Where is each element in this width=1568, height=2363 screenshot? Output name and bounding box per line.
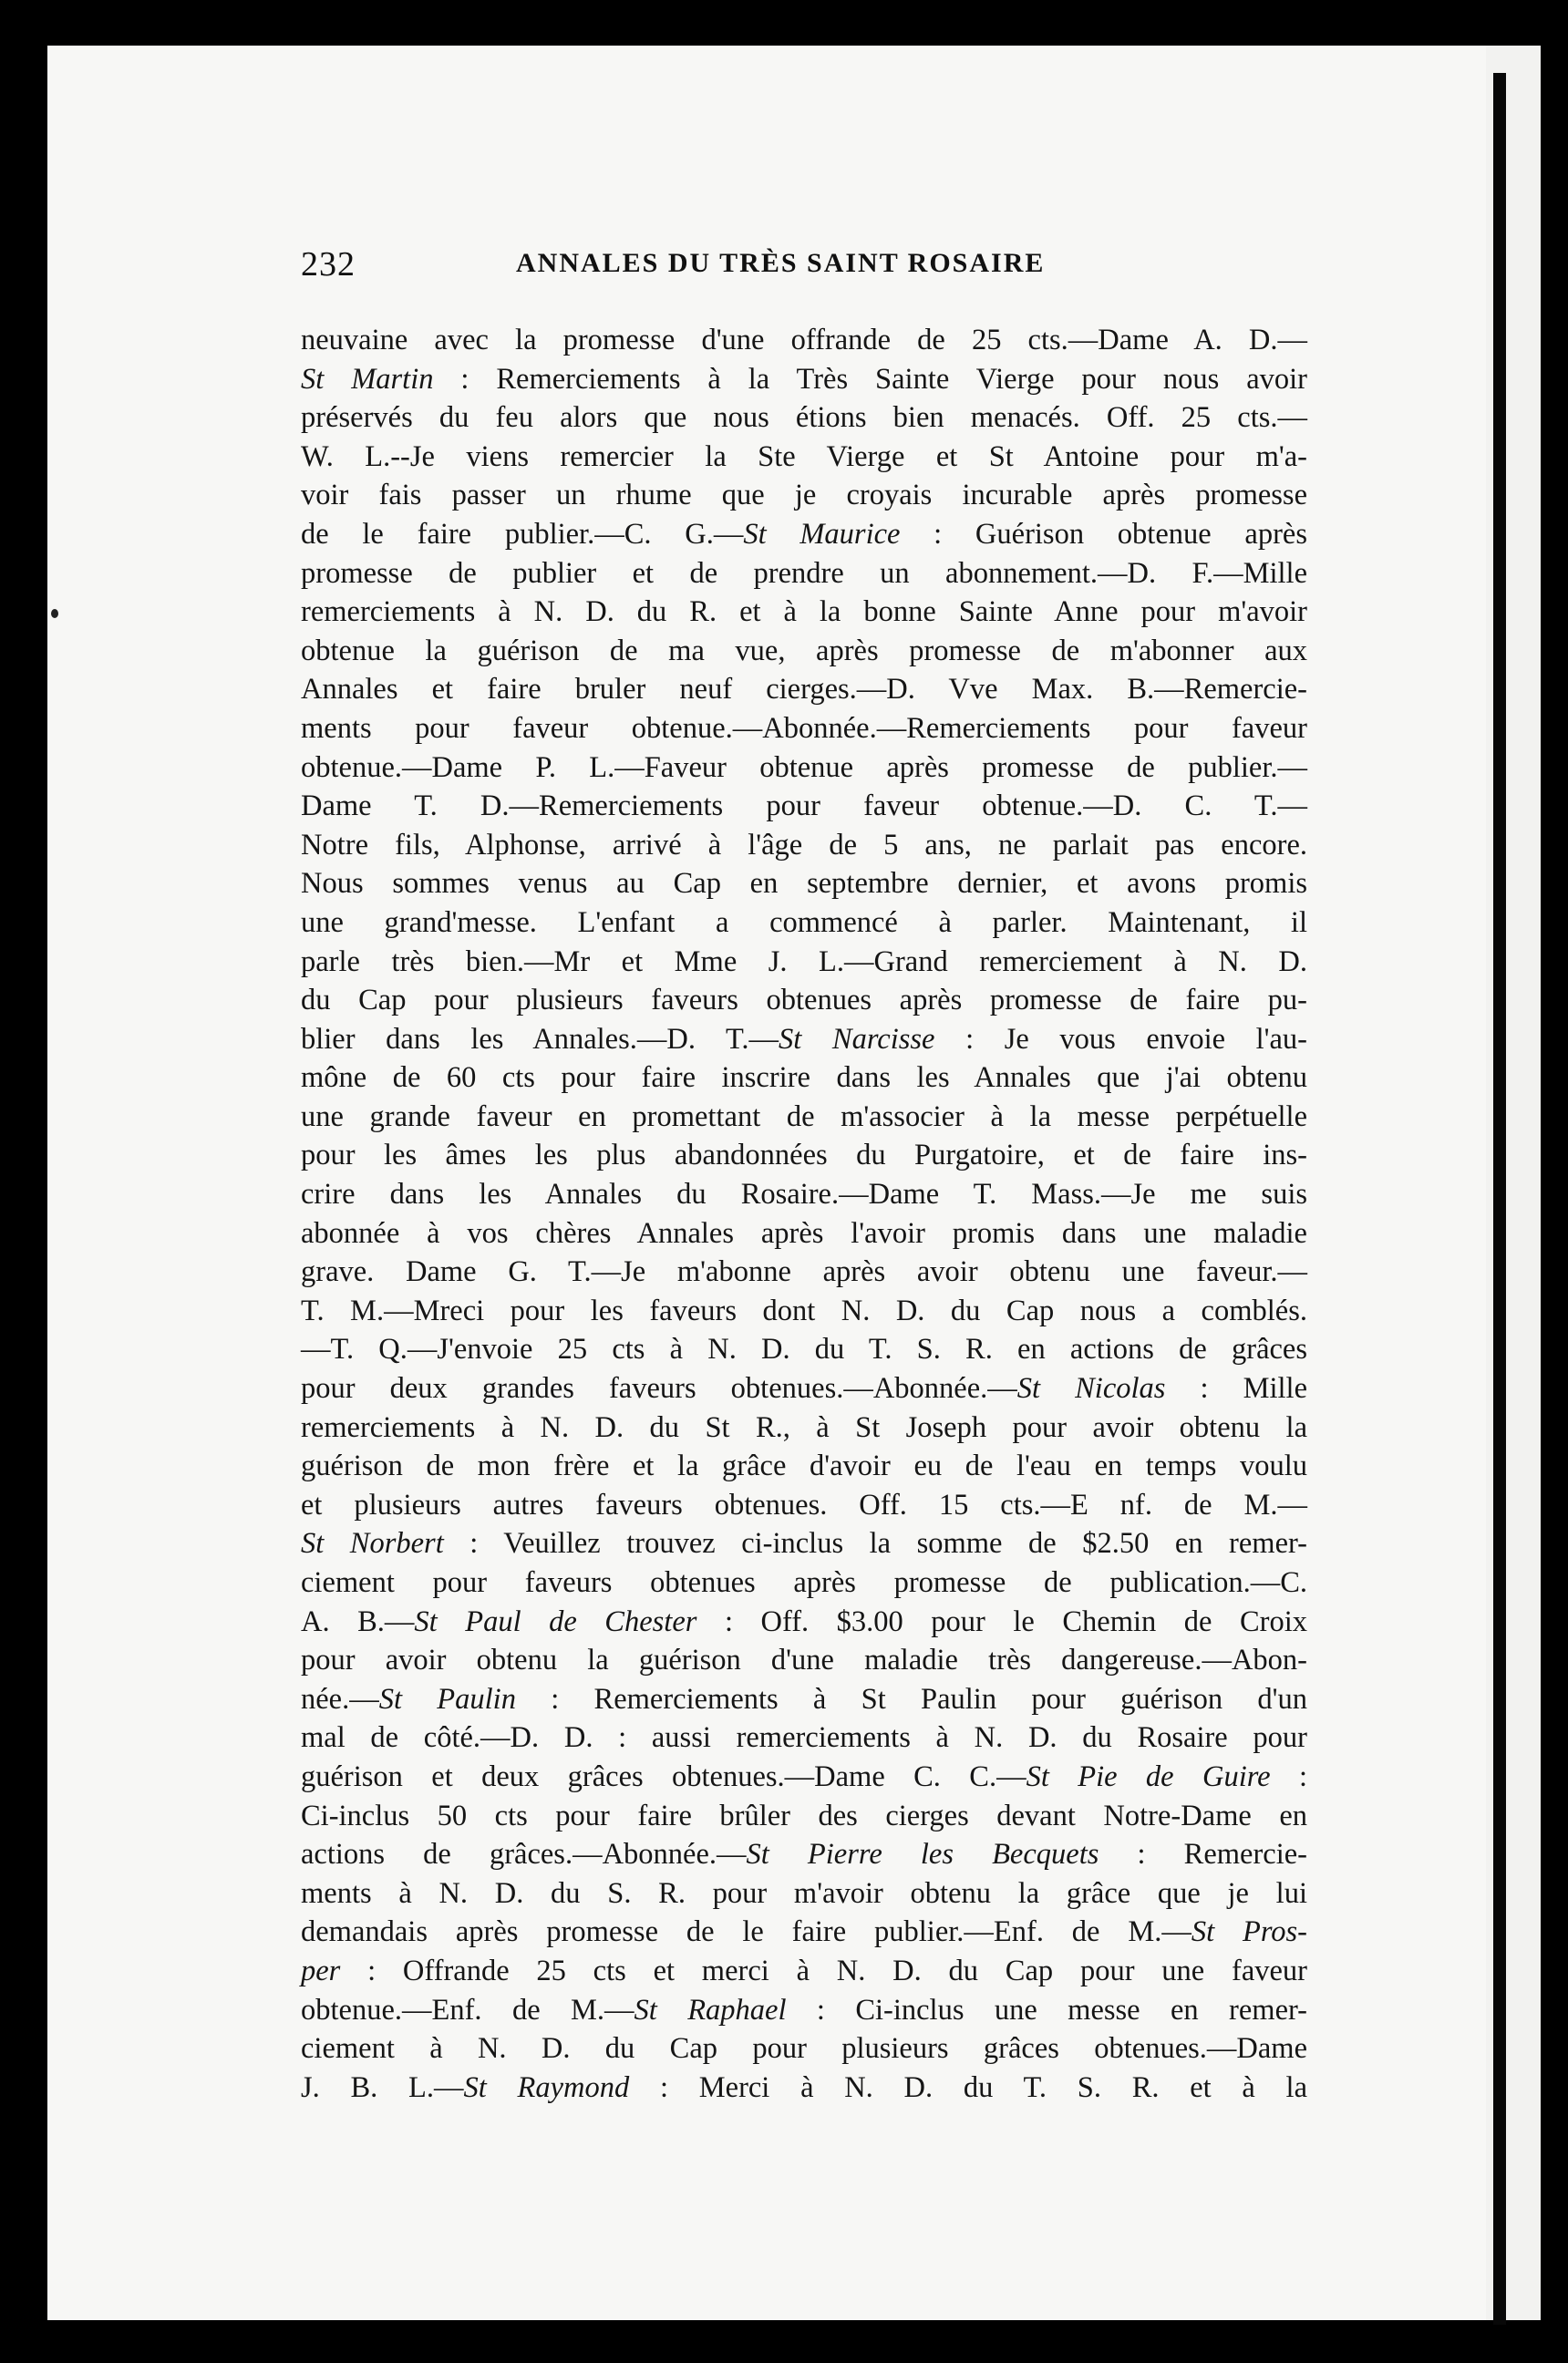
text-segment: abonnée à vos chères Annales après l'avoir promis dans une maladie (301, 1216, 1307, 1250)
text-line (301, 1058, 1307, 1098)
text-segment: : Merci à N. D. du T. S. R. et à la (629, 2070, 1308, 2104)
text-segment: Annales et faire bruler neuf cierges.—D. Vve Max. B.—Remercie- (301, 673, 1307, 707)
italic-place-name: St Pros- (1191, 1915, 1307, 1949)
text-segment: Ci-inclus 50 cts pour faire brûler des cierges devant Notre-Dame en (301, 1799, 1307, 1832)
text-segment: —T. Q.—J'envoie 25 cts à N. D. du T. S. R. en actions de grâces (301, 1333, 1307, 1367)
text-line (301, 1330, 1307, 1369)
text-segment: promesse de publier et de prendre un abonnement.—D. F.—Mille (301, 556, 1307, 590)
text-segment: : Offrande 25 cts et merci à N. D. du Cap pour une faveur (340, 1954, 1307, 1987)
text-line (301, 1913, 1307, 1952)
text-line (301, 1020, 1307, 1059)
text-segment: remerciements à N. D. du St R., à St Joseph pour avoir obtenu la (301, 1410, 1307, 1444)
text-line (301, 1098, 1307, 1137)
text-segment: parle très bien.—Mr et Mme J. L.—Grand remerciement à N. D. (301, 944, 1307, 978)
text-line (301, 1524, 1307, 1563)
text-line (301, 1136, 1307, 1175)
text-segment: mône de 60 cts pour faire inscrire dans les Annales que j'ai obtenu (301, 1061, 1307, 1095)
italic-place-name: St Pierre les Becquets (746, 1838, 1099, 1872)
text-line (301, 593, 1307, 632)
text-segment: remerciements à N. D. du R. et à la bonne Sainte Anne pour m'avoir (301, 595, 1307, 629)
text-line (301, 709, 1307, 748)
text-line (301, 864, 1307, 903)
italic-place-name: St Martin (301, 362, 434, 396)
italic-place-name: St Raymond (463, 2070, 630, 2104)
text-line (301, 1447, 1307, 1486)
text-line (301, 1253, 1307, 1292)
text-segment: T. M.—Mreci pour les faveurs dont N. D. du Cap nous a comblés. (301, 1294, 1307, 1327)
italic-place-name: St Raphael (634, 1993, 787, 2027)
text-segment: obtenue.—Dame P. L.—Faveur obtenue après promesse de publier.— (301, 750, 1307, 784)
text-line (301, 321, 1307, 360)
text-segment: grave. Dame G. T.—Je m'abonne après avoir obtenu une faveur.— (301, 1255, 1307, 1289)
text-line (301, 360, 1307, 399)
text-segment: : (1270, 1759, 1307, 1793)
text-segment: : Guérison obtenue après (900, 517, 1307, 551)
text-segment: : Remercie- (1099, 1838, 1307, 1872)
text-segment: demandais après promesse de le faire publier.—Enf. de M.— (301, 1915, 1191, 1949)
text-segment: mal de côté.—D. D. : aussi remerciements à N. D. du Rosaire pour (301, 1721, 1307, 1755)
text-line (301, 981, 1307, 1020)
text-line (301, 903, 1307, 943)
text-segment: pour avoir obtenu la guérison d'une maladie très dangereuse.—Abon- (301, 1644, 1307, 1677)
text-line (301, 1486, 1307, 1525)
page-number: 232 (301, 245, 356, 284)
text-line (301, 632, 1307, 671)
text-line (301, 554, 1307, 593)
text-line (301, 1874, 1307, 1914)
text-segment: préservés du feu alors que nous étions bien menacés. Off. 25 cts.— (301, 401, 1307, 435)
text-line (301, 1641, 1307, 1680)
italic-place-name: St Paul de Chester (414, 1605, 697, 1638)
text-line (301, 515, 1307, 554)
text-line (301, 1991, 1307, 2030)
text-segment: : Veuillez trouvez ci-inclus la somme de $2.50 en remer- (443, 1527, 1307, 1561)
text-segment: une grand'messe. L'enfant a commencé à parler. Maintenant, il (301, 905, 1307, 939)
body-text (301, 321, 1307, 2107)
text-segment: : Remerciements à St Paulin pour guérison d'un (515, 1682, 1307, 1716)
text-segment: guérison de mon frère et la grâce d'avoir eu de l'eau en temps voulu (301, 1450, 1307, 1483)
text-line (301, 826, 1307, 865)
text-line (301, 476, 1307, 515)
text-line (301, 1680, 1307, 1719)
text-segment: : Ci-inclus une messe en remer- (786, 1993, 1307, 2027)
text-segment: ciement à N. D. du Cap pour plusieurs grâces obtenues.—Dame (301, 2032, 1307, 2066)
text-segment: ments pour faveur obtenue.—Abonnée.—Remerciements pour faveur (301, 711, 1307, 745)
italic-place-name: St Nicolas (1016, 1372, 1166, 1406)
text-line (301, 1369, 1307, 1409)
text-segment: guérison et deux grâces obtenues.—Dame C. C.— (301, 1759, 1026, 1793)
italic-place-name: St Paulin (378, 1682, 516, 1716)
text-line (301, 2069, 1307, 2108)
text-segment: et plusieurs autres faveurs obtenues. Off. 15 cts.—E nf. de M.— (301, 1488, 1307, 1522)
text-segment: voir fais passer un rhume que je croyais incurable après promesse (301, 479, 1307, 512)
running-title: ANNALES DU TRÈS SAINT ROSAIRE (516, 248, 1046, 278)
text-line (301, 2029, 1307, 2069)
text-segment: Dame T. D.—Remerciements pour faveur obtenue.—D. C. T.— (301, 789, 1307, 823)
text-line (301, 670, 1307, 709)
text-segment: actions de grâces.—Abonnée.— (301, 1838, 747, 1872)
page-gutter-shadow (1493, 73, 1506, 2325)
text-line (301, 1718, 1307, 1758)
text-segment: blier dans les Annales.—D. T.— (301, 1022, 779, 1056)
italic-place-name: St Pie de Guire (1026, 1759, 1271, 1793)
text-segment: née.— (301, 1682, 379, 1716)
text-segment: neuvaine avec la promesse d'une offrande de 25 cts.—Dame A. D.— (301, 324, 1307, 356)
text-segment: une grande faveur en promettant de m'associer à la messe perpétuelle (301, 1099, 1307, 1133)
text-segment: Notre fils, Alphonse, arrivé à l'âge de 5 ans, ne parlait pas encore. (301, 828, 1307, 862)
text-line (301, 748, 1307, 788)
text-line (301, 1409, 1307, 1448)
text-segment: Nous sommes venus au Cap en septembre dernier, et avons promis (301, 867, 1307, 901)
text-segment: ments à N. D. du S. R. pour m'avoir obtenu la grâce que je lui (301, 1876, 1307, 1910)
page-header (301, 244, 1331, 288)
text-segment: : Off. $3.00 pour le Chemin de Croix (696, 1605, 1307, 1638)
text-segment: : Mille (1165, 1372, 1308, 1406)
text-segment: obtenue.—Enf. de M.— (301, 1993, 634, 2027)
italic-place-name: per (301, 1954, 341, 1987)
text-segment: de le faire publier.—C. G.— (301, 517, 744, 551)
text-segment: : Je vous envoie l'au- (934, 1022, 1308, 1056)
text-segment: : Remerciements à la Très Sainte Vierge pour nous avoir (433, 362, 1307, 396)
scan-speck (51, 609, 58, 618)
text-line (301, 398, 1307, 438)
text-line (301, 1835, 1307, 1874)
italic-place-name: St Maurice (743, 517, 901, 551)
text-line (301, 1175, 1307, 1214)
text-line (301, 787, 1307, 826)
text-line (301, 438, 1307, 477)
italic-place-name: St Narcisse (779, 1022, 935, 1056)
text-line (301, 943, 1307, 982)
text-line (301, 1758, 1307, 1797)
text-segment: A. B.— (301, 1605, 415, 1638)
text-segment: obtenue la guérison de ma vue, après promesse de m'abonner aux (301, 634, 1307, 667)
text-line (301, 1563, 1307, 1603)
text-line (301, 1292, 1307, 1331)
text-line (301, 1214, 1307, 1254)
italic-place-name: St Norbert (301, 1527, 444, 1561)
text-line (301, 1797, 1307, 1836)
text-segment: crire dans les Annales du Rosaire.—Dame T. Mass.—Je me suis (301, 1178, 1307, 1212)
text-segment: du Cap pour plusieurs faveurs obtenues après promesse de faire pu- (301, 984, 1307, 1017)
text-segment: W. L.--Je viens remercier la Ste Vierge et St Antoine pour m'a- (301, 439, 1307, 473)
text-segment: pour deux grandes faveurs obtenues.—Abonnée.— (301, 1372, 1017, 1406)
text-segment: pour les âmes les plus abandonnées du Purgatoire, et de faire ins- (301, 1139, 1307, 1172)
text-line (301, 1952, 1307, 1991)
text-segment: ciement pour faveurs obtenues après promesse de publication.—C. (301, 1566, 1307, 1599)
text-segment: J. B. L.— (301, 2070, 464, 2104)
text-line (301, 1603, 1307, 1642)
